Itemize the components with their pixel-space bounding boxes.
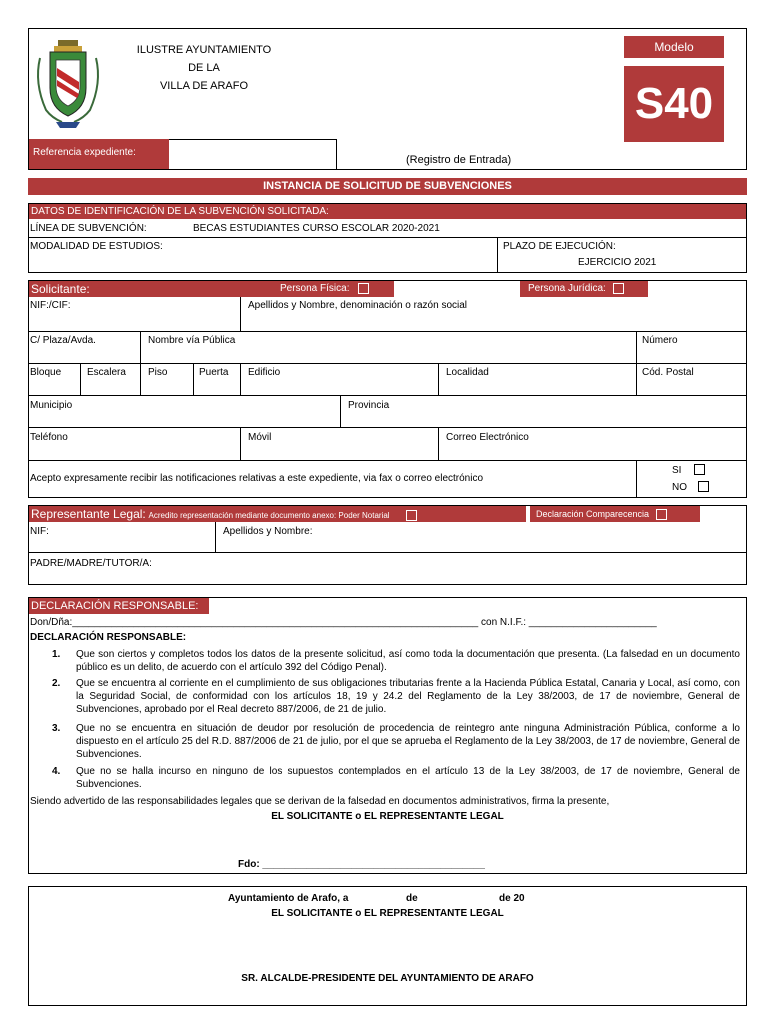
representante-detail: Acredito representación mediante documento anexo: Poder Notarial (148, 511, 390, 520)
plazo-ejecucion-label: PLAZO DE EJECUCIÓN: (503, 241, 616, 252)
registro-entrada-label: (Registro de Entrada) (406, 154, 512, 166)
persona-fisica-header (248, 281, 394, 297)
declaracion-comparecencia-header (530, 506, 700, 522)
padre-madre-tutor-label: PADRE/MADRE/TUTOR/A: (30, 558, 152, 569)
apellidos-nombre-label: Apellidos y Nombre, denominación o razón social (248, 300, 468, 311)
piso-label: Piso (148, 367, 168, 378)
bloque-label: Bloque (30, 367, 62, 378)
localidad-label: Localidad (446, 367, 489, 378)
solicitante-box (28, 280, 747, 498)
persona-fisica-checkbox[interactable] (358, 283, 369, 294)
firma-label: EL SOLICITANTE o EL REPRESENTANTE LEGAL (271, 811, 504, 822)
declaracion-item-4: 4. Que no se halla incurso en ninguno de los supuestos contemplados en el artículo 13 de la Ley 38/2003, de 17 de noviembre, General de Subvenciones. (52, 766, 740, 790)
linea-subvencion-label: LÍNEA DE SUBVENCIÓN: (30, 223, 147, 234)
si-checkbox[interactable] (694, 464, 705, 475)
declaracion-item-1: 1. Que son ciertos y completos todos los datos de la presente solicitud, así como toda la documentación que presenta. (La falsedad en un documento público es un delito, de acuerdo con el artículo 392 del Código Penal). (52, 649, 740, 673)
linea-subvencion-value: BECAS ESTUDIANTES CURSO ESCOLAR 2020-2021 (193, 223, 440, 234)
declaracion-item-2: 2. Que se encuentra al corriente en el cumplimiento de sus obligaciones tributarias frente a la Hacienda Pública Estatal, Canaria y Local, así como, con la Seguridad Social, de conformidad con los artículos 18, 19 y 24.2 del Reglamento de la Ley 38/2003, de 17 de noviembre, General de Subvenciones, aprobado por el Real decreto 887/2006, de 21 de julio. (52, 678, 740, 715)
fecha-de-label: de (406, 893, 418, 904)
nif-cif-label: NIF:/CIF: (30, 300, 71, 311)
org-line-1: ILUSTRE AYUNTAMIENTO (136, 44, 272, 56)
don-dna-line: Don/Dña:_________________________________________________________________________ con N.I.F.: _______________________ (30, 617, 657, 628)
correo-label: Correo Electrónico (446, 432, 529, 443)
escalera-label: Escalera (87, 367, 126, 378)
persona-juridica-checkbox[interactable] (613, 283, 624, 294)
coat-of-arms-logo (32, 38, 104, 130)
declaracion-item-3: 3. Que no se encuentra en situación de deudor por resolución de procedencia de reintegro ante ninguna Administración Pública, conforme a lo dispuesto en el artículo 25 del R.D. 887/2006 de 21 de julio, por el que se aprueba el Reglamento de la Ley 38/2003, de 17 de noviembre, General de Subvenciones. (52, 723, 740, 760)
representante-title: Representante Legal: (31, 507, 146, 521)
modalidad-estudios-label: MODALIDAD DE ESTUDIOS: (30, 241, 163, 252)
si-label: SI (672, 465, 682, 476)
org-line-2: DE LA (188, 62, 220, 74)
declaracion-comparecencia-label: Declaración Comparecencia (536, 509, 650, 519)
declaracion-subheader: DECLARACIÓN RESPONSABLE: (30, 632, 187, 643)
telefono-label: Teléfono (30, 432, 68, 443)
movil-label: Móvil (248, 432, 272, 443)
representante-header (29, 506, 526, 522)
modelo-code: S40 (624, 66, 724, 142)
lugar-fecha-label: Ayuntamiento de Arafo, a (228, 893, 349, 904)
persona-fisica-label: Persona Física: (280, 283, 350, 294)
ref-expediente-label: Referencia expediente: (29, 139, 169, 169)
rep-nif-label: NIF: (30, 526, 49, 537)
declaracion-comparecencia-checkbox[interactable] (656, 509, 667, 520)
alcalde-presidente-label: SR. ALCALDE-PRESIDENTE DEL AYUNTAMIENTO DE ARAFO (241, 973, 534, 984)
plazo-ejecucion-value: EJERCICIO 2021 (578, 257, 657, 268)
footer-firma-label: EL SOLICITANTE o EL REPRESENTANTE LEGAL (271, 908, 504, 919)
calle-label: C/ Plaza/Avda. (30, 335, 96, 346)
org-line-3: VILLA DE ARAFO (159, 80, 249, 92)
declaracion-header: DECLARACIÓN RESPONSABLE: (29, 598, 209, 614)
fdo-line: Fdo: ________________________________________ (238, 859, 485, 870)
fecha-de20-label: de 20 (499, 893, 525, 904)
form-title: INSTANCIA DE SOLICITUD DE SUBVENCIONES (28, 178, 747, 195)
solicitante-header: Solicitante: (29, 281, 248, 297)
provincia-label: Provincia (348, 400, 390, 411)
persona-juridica-header (520, 281, 648, 297)
edificio-label: Edificio (248, 367, 281, 378)
persona-juridica-label: Persona Jurídica: (528, 283, 606, 294)
nombre-via-label: Nombre vía Pública (148, 335, 236, 346)
numero-label: Número (642, 335, 678, 346)
ref-expediente-field[interactable] (169, 139, 337, 169)
acepto-notificaciones-text: Acepto expresamente recibir las notificaciones relativas a este expediente, via fax o correo electrónico (30, 473, 484, 484)
no-label: NO (672, 482, 687, 493)
rep-apellidos-label: Apellidos y Nombre: (223, 526, 313, 537)
footer-box (28, 886, 747, 1006)
no-checkbox[interactable] (698, 481, 709, 492)
municipio-label: Municipio (30, 400, 73, 411)
siendo-advertido-text: Siendo advertido de las responsabilidades legales que se derivan de la falsedad en documentos administrativos, firma la presente, (30, 796, 610, 807)
puerta-label: Puerta (199, 367, 229, 378)
cod-postal-label: Cód. Postal (642, 367, 694, 378)
datos-subvencion-header: DATOS DE IDENTIFICACIÓN DE LA SUBVENCIÓN SOLICITADA: (29, 204, 746, 219)
modelo-label: Modelo (624, 36, 724, 58)
poder-notarial-checkbox[interactable] (406, 510, 417, 521)
